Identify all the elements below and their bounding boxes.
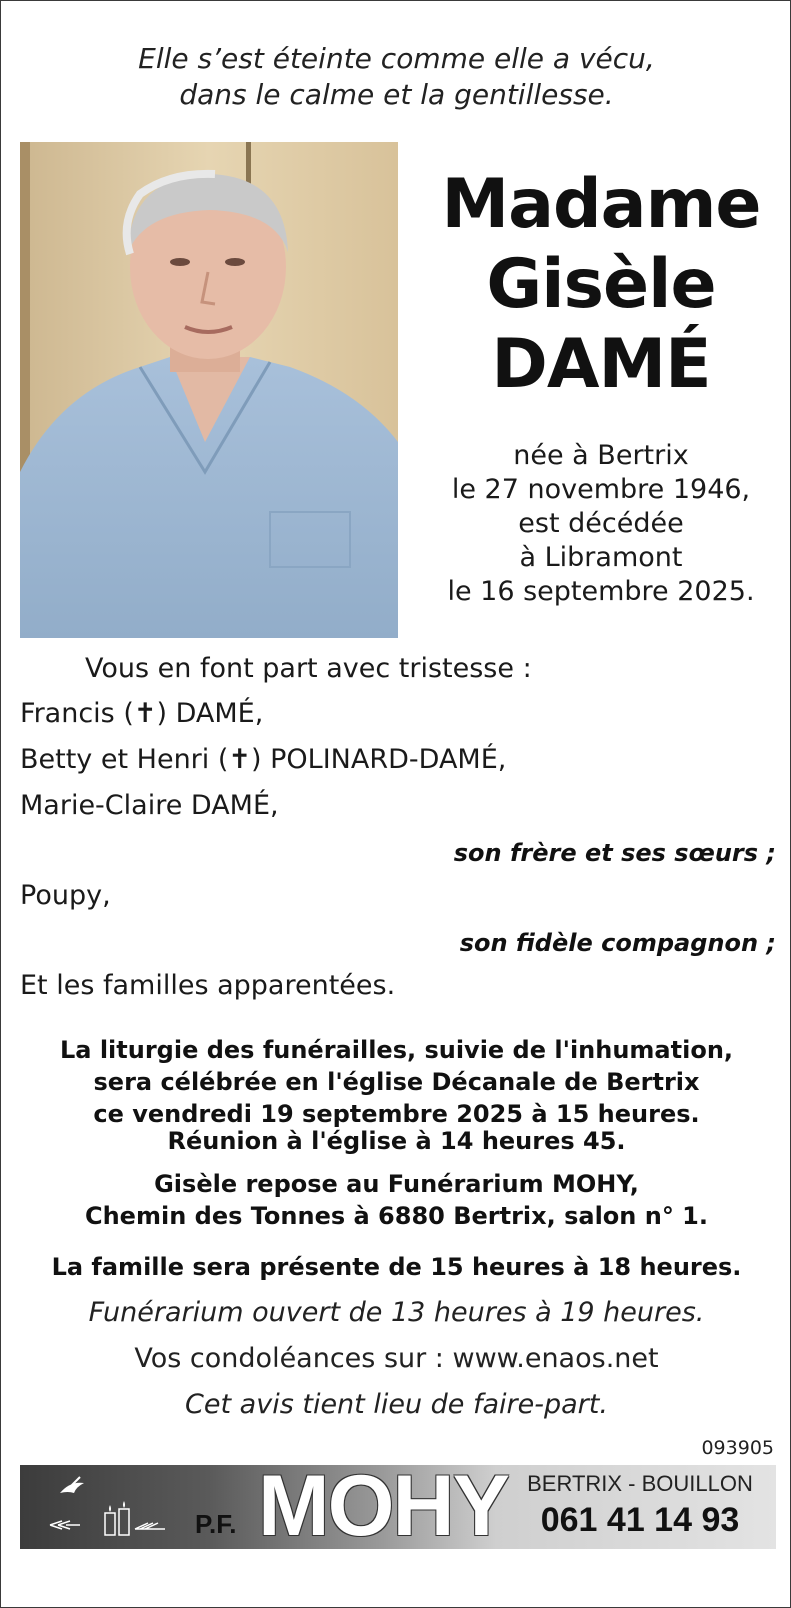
notice-statement: Cet avis tient lieu de faire-part. <box>185 1389 608 1420</box>
family-presence: La famille sera présente de 15 heures à 18 heures. <box>51 1253 742 1281</box>
name-title: Madame <box>441 165 761 244</box>
death-label: est décédée <box>518 508 684 539</box>
funeral-home-info <box>1 1168 791 1232</box>
funeral-line: Gisèle repose au Funérarium MOHY, <box>154 1170 639 1198</box>
family-line: Marie-Claire DAMÉ, <box>20 790 279 821</box>
dove-candle-logo <box>40 1473 190 1545</box>
funeral-line: ce vendredi 19 septembre 2025 à 15 heures. <box>93 1100 700 1128</box>
epitaph-quote <box>1 41 791 113</box>
death-date: le 16 septembre 2025. <box>447 576 755 607</box>
death-place: à Libramont <box>519 542 683 573</box>
deceased-name <box>411 165 791 405</box>
reference-number: 093905 <box>701 1437 774 1459</box>
brand-name: MOHY <box>258 1465 508 1549</box>
gathering-time: Réunion à l'église à 14 heures 45. <box>167 1127 626 1155</box>
quote-line: Elle s’est éteinte comme elle a vécu, <box>138 42 655 75</box>
funeral-line: La liturgie des funérailles, suivie de l'inhumation, <box>59 1036 734 1064</box>
funeral-home-banner <box>20 1465 776 1549</box>
name-first: Gisèle <box>486 245 716 324</box>
quote-line: dans le calme et la gentillesse. <box>179 78 614 111</box>
banner-phone[interactable]: 061 41 14 93 <box>540 1501 740 1539</box>
funeral-line: Chemin des Tonnes à 6880 Bertrix, salon n° 1. <box>84 1202 708 1230</box>
banner-cities: BERTRIX - BOUILLON <box>527 1471 753 1496</box>
birth-date: le 27 novembre 1946, <box>451 474 751 505</box>
funeral-service-info <box>1 1034 791 1130</box>
pf-label: P.F. <box>195 1509 237 1539</box>
family-line: Betty et Henri (✝) POLINARD-DAMÉ, <box>20 744 507 775</box>
family-line: Poupy, <box>20 880 111 911</box>
funeral-line: sera célébrée en l'église Décanale de Bertrix <box>93 1068 700 1096</box>
name-last: DAMÉ <box>491 325 711 404</box>
life-dates <box>411 439 791 609</box>
announcement-intro: Vous en font part avec tristesse : <box>85 653 532 684</box>
birth-place: née à Bertrix <box>513 440 689 471</box>
condolences-link[interactable]: Vos condoléances sur : www.enaos.net <box>134 1343 659 1374</box>
deceased-portrait <box>20 142 398 638</box>
family-line: Et les familles apparentées. <box>20 970 396 1001</box>
family-line: Francis (✝) DAMÉ, <box>20 698 264 729</box>
relation-label: son frère et ses sœurs ; <box>453 839 776 867</box>
relation-label: son fidèle compagnon ; <box>459 929 776 957</box>
funeral-home-hours: Funérarium ouvert de 13 heures à 19 heures. <box>88 1297 705 1328</box>
